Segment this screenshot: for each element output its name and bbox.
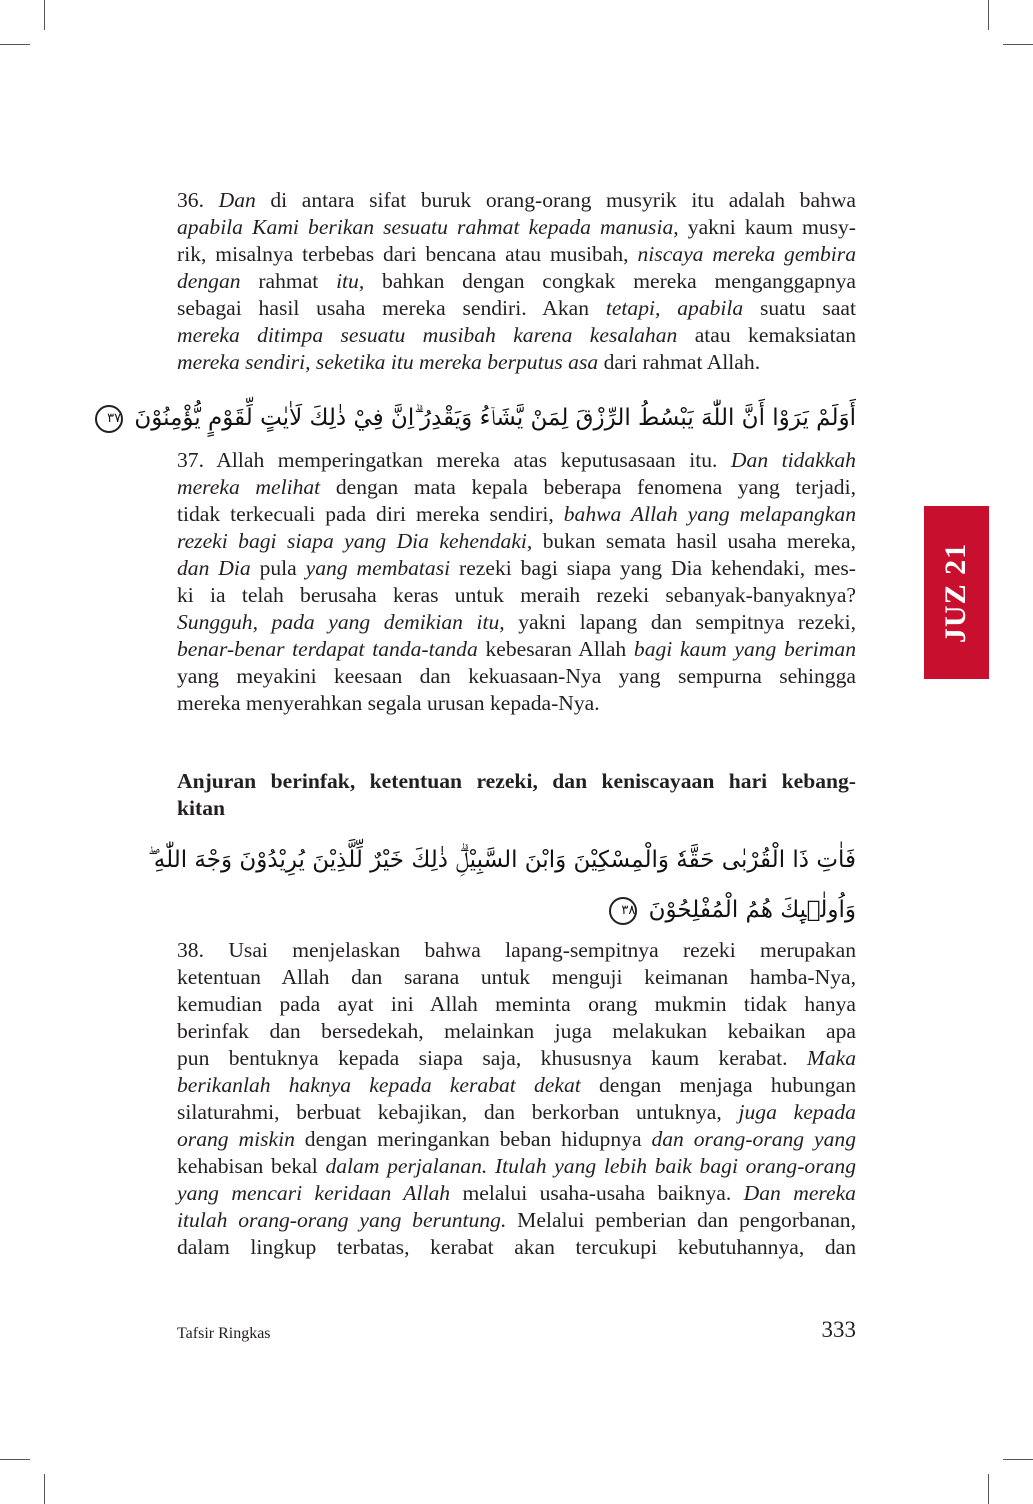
text-line [177,1180,856,1207]
text: dengan meringankan beban hidupnya [294,1127,652,1151]
ayah-37-arabic [107,393,856,443]
arabic-line [177,885,856,935]
arabic-text: وَاُولٰۤىِٕكَ هُمُ الْمُفْلِحُوْنَ [648,897,856,923]
text: pula [250,556,306,580]
text-line [177,991,856,1018]
text-line [177,1207,856,1234]
verse-number-marker: ٣٨ [609,897,637,925]
text-line [177,768,856,795]
crop-mark [988,1474,989,1504]
italic-text: tetapi, apabila [605,296,744,320]
text: bahkan dengan congkak mereka menganggapnya [364,269,856,293]
text: dengan mata kepala beberapa fenomena yang terjadi, [320,475,856,499]
italic-text: itulah orang-orang yang beruntung. [177,1208,507,1232]
text: dalam lingkup terbatas, kerabat akan tercukupi kebutuhannya, dan [177,1235,856,1259]
text-line [177,295,856,322]
text: melalui usaha-usaha baiknya. [450,1181,744,1205]
text-line [177,474,856,501]
text: 38. Usai menjelaskan bahwa lapang-sempitnya rezeki merupakan [177,938,856,962]
italic-text: orang miskin [177,1127,295,1151]
text: dengan menjaga hubungan [580,1073,856,1097]
text-line [177,1099,856,1126]
italic-text: Dan [218,188,256,212]
text: silaturahmi, berbuat kebajikan, dan berkorban untuknya, [177,1100,739,1124]
text: yakni kaum musy- [678,215,856,239]
italic-text: juga kepada [738,1100,856,1124]
text: rezeki bagi siapa yang Dia kehendaki, mes- [450,556,856,580]
italic-text: dengan [177,269,241,293]
italic-text: Dan tidakkah [730,448,856,472]
text: yang meyakini keesaan dan kekuasaan-Nya yang sempurna sehingga [177,664,856,688]
italic-text: rezeki bagi siapa yang Dia kehendaki, [177,529,533,553]
text: yakni lapang dan sempitnya rezeki, [504,610,856,634]
italic-text: dan Dia [177,556,251,580]
text: tidak terkecuali pada diri mereka sendiri, [177,502,564,526]
italic-text: Dan mereka [743,1181,856,1205]
italic-text: niscaya mereka gembira [637,242,856,266]
text-line [177,1072,856,1099]
arabic-line [148,835,856,885]
text: 37. Allah memperingatkan mereka atas keputusasaan itu. [177,448,731,472]
italic-text: mereka ditimpa sesuatu musibah karena kesalahan [177,323,678,347]
text-line [177,663,856,690]
italic-text: benar-benar terdapat tanda-tanda [177,637,478,661]
italic-text: yang membatasi [305,556,451,580]
text-line [177,609,856,636]
text: sebagai hasil usaha mereka sendiri. Akan [177,296,606,320]
text-line [177,241,856,268]
crop-mark [988,0,989,30]
text: mereka menyerahkan segala urusan kepada-Nya. [177,691,600,715]
page-number: 333 [821,1317,856,1342]
text-line [177,322,856,349]
text: Melalui pemberian dan pengorbanan, [506,1208,856,1232]
italic-text: apabila Kami berikan sesuatu rahmat kepada manusia, [177,215,679,239]
juz-label: JUZ 21 [939,542,973,643]
italic-text: Sungguh, pada yang demikian itu, [177,610,505,634]
ayah-38-arabic [148,835,856,935]
italic-text: mereka melihat [177,475,321,499]
verse-number-marker: ٣٧ [95,405,123,433]
text: rahmat [240,269,337,293]
italic-text: dalam perjalanan. Itulah yang lebih baik bagi orang-orang [325,1154,856,1178]
text: bukan semata hasil usaha mereka, [532,529,856,553]
text: kitan [177,796,226,820]
crop-mark [0,44,30,45]
arabic-text: أَوَلَمْ يَرَوْا أَنَّ اللّٰهَ يَبْسُطُ الرِّزْقَ لِمَنْ يَّشَاۤءُ وَيَقْدِرُ ۗاِنَّ فِيْ ذٰلِكَ لَاٰيٰتٍ لِّقَوْمٍ يُّؤْمِنُوْنَ [134,405,856,431]
italic-text: Maka [806,1046,856,1070]
paragraph-38 [177,937,856,1261]
text-line [177,268,856,295]
text-line [177,582,856,609]
text-line [177,1126,856,1153]
arabic-line [107,393,856,443]
italic-text: dan orang-orang yang [651,1127,856,1151]
crop-mark [1003,44,1033,45]
text: atau kemaksiatan [677,323,856,347]
text: suatu saat [743,296,856,320]
juz-tab [924,506,989,679]
crop-mark [44,0,45,30]
italic-text: yang mencari keridaan Allah [177,1181,451,1205]
text-line [177,690,856,717]
section-heading [177,768,856,822]
text: kebesaran Allah [477,637,634,661]
text-line [177,964,856,991]
text: dari rahmat Allah. [598,350,761,374]
paragraph-37 [177,447,856,717]
text: ki ia telah berusaha keras untuk meraih rezeki sebanyak-banyaknya? [177,583,856,607]
text-line [177,187,856,214]
text: ketentuan Allah dan sarana untuk menguji keimanan hamba-Nya, [177,965,856,989]
text-line [177,1153,856,1180]
text: pun bentuknya kepada siapa saja, khususnya kaum kerabat. [177,1046,807,1070]
crop-mark [44,1474,45,1504]
text-line [177,555,856,582]
text: Anjuran berinfak, ketentuan rezeki, dan keniscayaan hari kebang- [177,769,856,793]
arabic-text: فَاٰتِ ذَا الْقُرْبٰى حَقَّهٗ وَالْمِسْكِيْنَ وَابْنَ السَّبِيْلِۗ ذٰلِكَ خَيْرٌ لِّلَّذِيْنَ يُرِيْدُوْنَ وَجْهَ اللّٰهِ ۖ [148,847,856,873]
text-line [177,447,856,474]
book-title: Tafsir Ringkas [177,1325,271,1342]
paragraph-36 [177,187,856,376]
text-line [177,528,856,555]
text-line [177,795,856,822]
crop-mark [1003,1459,1033,1460]
text-line [177,1018,856,1045]
text: kemudian pada ayat ini Allah meminta orang mukmin tidak hanya [177,992,856,1016]
text-line [177,214,856,241]
text-line [177,501,856,528]
text-line [177,937,856,964]
italic-text: berikanlah haknya kepada kerabat dekat [177,1073,581,1097]
text: 36. [177,188,219,212]
italic-text: bahwa Allah yang melapangkan [563,502,856,526]
italic-text: itu, [336,269,365,293]
text: kehabisan bekal [177,1154,326,1178]
crop-mark [0,1459,30,1460]
text: berinfak dan bersedekah, melainkan juga melakukan kebaikan apa [177,1019,856,1043]
italic-text: bagi kaum yang beriman [633,637,856,661]
text-line [177,1234,856,1261]
text-line [177,636,856,663]
text-line [177,349,856,376]
text-line [177,1045,856,1072]
text: di antara sifat buruk orang-orang musyrik itu adalah bahwa [255,188,857,212]
italic-text: mereka sendiri, seketika itu mereka berputus asa [177,350,599,374]
text: rik, misalnya terbebas dari bencana atau musibah, [177,242,638,266]
